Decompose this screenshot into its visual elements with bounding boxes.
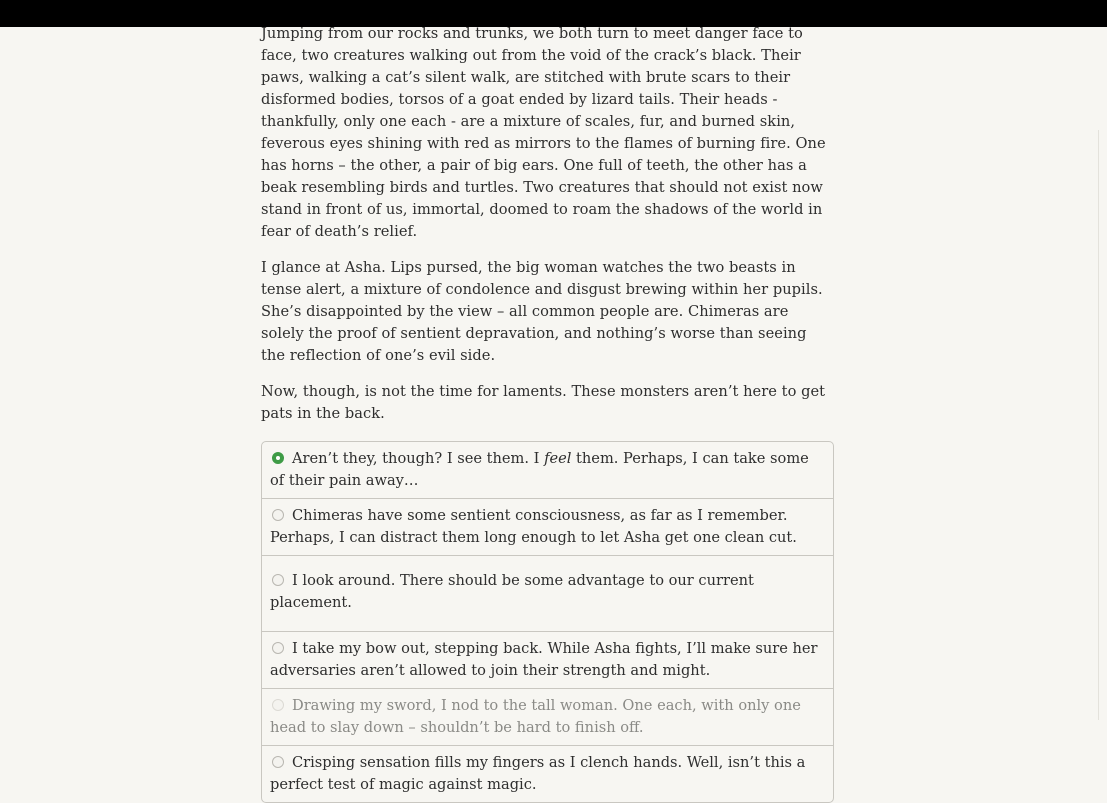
choice-option-1[interactable] — [262, 442, 833, 498]
story-paragraph: Jumping from our rocks and trunks, we both turn to meet danger face to face, two creatures walking out from the void of the crack’s black. Their paws, walking a cat’s silent walk, are stitched with brute scars to their disformed bodies, torsos of a goat ended by lizard tails. Their heads - thankfully, only one each - are a mixture of scales, fur, and burned skin, feverous eyes shining with red as mirrors to the flames of burning fire. One has horns – the other, a pair of big ears. One full of teeth, the other has a beak resembling birds and turtles. Two creatures that should not exist now stand in front of us, immortal, doomed to roam the shadows of the world in fear of death’s relief. — [261, 25, 826, 240]
choice-list — [261, 441, 834, 803]
choice-label: Chimeras have some sentient consciousness, as far as I remember. Perhaps, I can distract them long enough to let Asha get one clean cut. — [270, 507, 797, 546]
choice-option-6[interactable] — [262, 745, 833, 802]
choice-option-2[interactable] — [262, 498, 833, 555]
choice-label: I look around. There should be some advantage to our current placement. — [270, 572, 754, 611]
radio-empty-icon[interactable] — [272, 756, 284, 768]
scrollbar-track[interactable] — [1098, 130, 1107, 720]
choice-option-4[interactable] — [262, 631, 833, 688]
choice-label-part: them. Perhaps, I can take some of their pain away… — [270, 450, 809, 489]
radio-disabled-icon — [272, 699, 284, 711]
choice-label-emphasis: feel — [544, 450, 572, 467]
story-paragraph: Now, though, is not the time for laments. These monsters aren’t here to get pats in the back. — [261, 383, 826, 422]
choice-option-3[interactable] — [262, 555, 833, 631]
choice-option-5 — [262, 688, 833, 745]
choice-label: Crisping sensation fills my fingers as I clench hands. Well, isn’t this a perfect test of magic against magic. — [270, 754, 806, 793]
radio-selected-icon[interactable] — [272, 452, 284, 464]
story-paragraph: I glance at Asha. Lips pursed, the big woman watches the two beasts in tense alert, a mixture of condolence and disgust brewing within her pupils. She’s disappointed by the view – all common people are. Chimeras are solely the proof of sentient depravation, and nothing’s worse than seeing the reflection of one’s evil side. — [261, 259, 823, 364]
radio-empty-icon[interactable] — [272, 509, 284, 521]
radio-empty-icon[interactable] — [272, 574, 284, 586]
choice-label-part: Aren’t they, though? I see them. I — [292, 450, 545, 467]
story-content — [261, 23, 834, 803]
choice-label: I take my bow out, stepping back. While Asha fights, I’ll make sure her adversaries aren’t allowed to join their strength and might. — [270, 640, 818, 679]
choice-label: Drawing my sword, I nod to the tall woman. One each, with only one head to slay down – shouldn’t be hard to finish off. — [270, 697, 801, 736]
radio-empty-icon[interactable] — [272, 642, 284, 654]
